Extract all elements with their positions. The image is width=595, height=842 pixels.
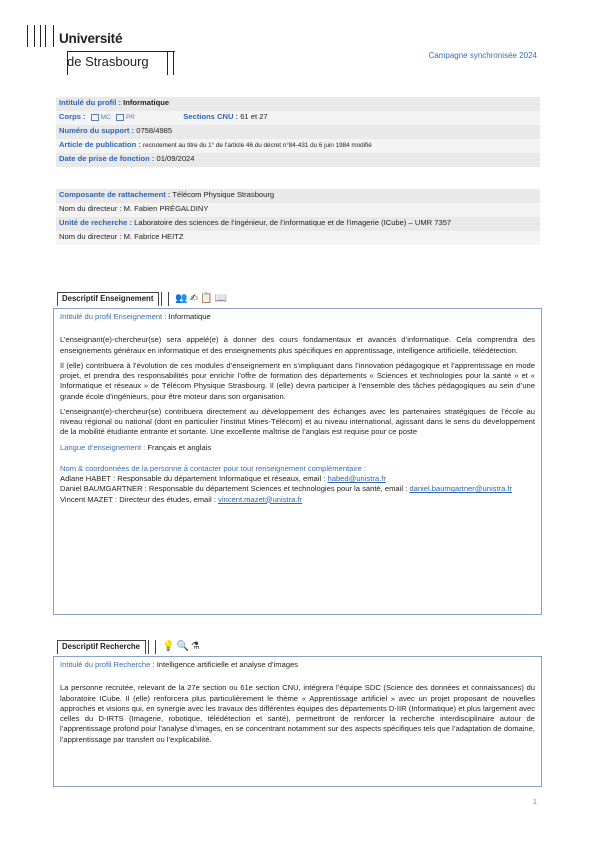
- cnu-label: Sections CNU :: [183, 112, 239, 121]
- corps-row: [56, 111, 540, 125]
- research-content: [53, 656, 542, 787]
- teaching-section-title: Descriptif Enseignement: [57, 292, 159, 306]
- contact-2-email-link[interactable]: daniel.baumgartner@unistra.fr: [409, 484, 513, 494]
- composante-label: Composante de rattachement :: [59, 190, 171, 199]
- logo-bar: [27, 25, 28, 47]
- date-label: Date de prise de fonction :: [59, 154, 155, 163]
- research-section-title: Descriptif Recherche: [57, 640, 146, 654]
- contact-3-email-link[interactable]: vincent.mazet@unistra.fr: [218, 494, 303, 504]
- teaching-icons: 👥✍📋📖: [175, 293, 230, 305]
- unit-row: [56, 217, 540, 231]
- director1-label: Nom du directeur :: [59, 204, 122, 213]
- checkbox-mc-icon[interactable]: [91, 114, 99, 121]
- unit-label: Unité de recherche :: [59, 218, 133, 227]
- logo-bar: [53, 25, 54, 47]
- checkbox-pr-icon[interactable]: [116, 114, 124, 121]
- language-value: Français et anglais: [147, 442, 212, 452]
- profile-title-value: Informatique: [123, 98, 170, 107]
- teaching-paragraph-1: L’enseignant(e)-chercheur(se) sera appelé(e) à donner des cours fondamentaux et avancés d’informatique. Cela comprendra des enseignements généraux en informatique et des enseignements plus spécifiques en apprentissage, intelligence artificielle, télédétection.: [60, 335, 535, 355]
- research-profile-value: Intelligence artificielle et analyse d’images: [156, 660, 299, 669]
- date-row: [56, 153, 540, 167]
- teaching-content: [53, 308, 542, 615]
- logo-bar: [34, 25, 35, 47]
- logo-city-text: de Strasbourg: [67, 54, 149, 69]
- contact-1: [60, 474, 535, 484]
- director1-value: M. Fabien PRÉGALDINY: [123, 204, 209, 213]
- contact-1-email-link[interactable]: habed@unistra.fr: [327, 474, 386, 483]
- director1-row: [56, 203, 540, 217]
- research-icons: 💡🔍⚗: [162, 641, 202, 653]
- logo-university-text: Université: [59, 31, 123, 46]
- contact-3-text: Vincent MAZET : Directeur des études, email :: [60, 494, 216, 504]
- unit-value: Laboratoire des sciences de l’ingénieur, de l’informatique et de l’imagerie (ICube) – UMR 7357: [134, 218, 452, 227]
- tab-edge: [161, 292, 169, 306]
- composante-row: [56, 189, 540, 203]
- composante-value: Télécom Physique Strasbourg: [172, 190, 275, 199]
- profile-title-row: [56, 97, 540, 111]
- teaching-paragraph-2: Il (elle) contribuera à l’évolution de ces modules d’enseignement en s’impliquant dans l’innovation pédagogique et l’apprentissage en mode projet, et prendra des responsabilités pour enrichir l’offre de formation des départements « Sciences et technologies pour la santé » et « Informatique et réseaux » de Télécom Physique Strasbourg. Il (elle) devra participer à l’ensemble des tâches pédagogiques au sein d’une grande école d’ingénieurs, pour être moteur dans son organisation.: [60, 360, 535, 401]
- logo-divider: [67, 51, 175, 52]
- teaching-profile-value: Informatique: [168, 312, 211, 321]
- university-logo: [27, 25, 187, 80]
- support-value: 0758/4985: [136, 126, 173, 135]
- contact-heading: Nom & coordonnées de la personne à contacter pour tout renseignement complémentaire :: [60, 463, 367, 473]
- language-label: Langue d’enseignement :: [60, 442, 146, 452]
- contact-3: [60, 495, 535, 505]
- corps-label: Corps :: [59, 112, 86, 121]
- profile-title-label: Intitulé du profil :: [59, 98, 122, 107]
- director2-row: [56, 231, 540, 245]
- logo-bar: [173, 51, 174, 75]
- article-label: Article de publication :: [59, 140, 141, 149]
- tab-edge: [148, 640, 156, 654]
- logo-bar: [45, 25, 46, 47]
- teaching-section-header: [57, 292, 229, 306]
- director2-label: Nom du directeur :: [59, 232, 122, 241]
- research-paragraph-1: La personne recrutée, relevant de la 27e section ou 61e section CNU, intégrera l’équipe SDC (Science des données et connaissances) du laboratoire ICube. Il (elle) renforcera plus particulièrement le thème « Apprentissage artificiel » avec un projet proposant de nouvelles approches et visions qui, en synergie avec les travaux des différentes équipes des départements D-IIR (Informatique) et plus largement avec celles du D-IRTS (Imagerie, robotique, télédétection et santé), permettront de renforcer la recherche interdisciplinaire autour de l’apprentissage profond pour l’analyse d’images, en se concentrant notamment sur des aspects spécifiques tels que l’adaptation de domaine, l’apprentissage par transfert ou l’explicabilité.: [60, 683, 535, 744]
- teaching-paragraph-3: L’enseignant(e)-chercheur(se) contribuera directement au développement des échanges avec les partenaires stratégiques de l’école au niveau régional ou national (dont en particulier l’institut Mines-Télécom) et au niveau international, agissant dans le sens du développement de la mobilité étudiante entrante et sortante. Une excellente maîtrise de l’anglais est requise pour ce poste: [60, 406, 535, 437]
- date-value: 01/09/2024: [156, 154, 195, 163]
- support-row: [56, 125, 540, 139]
- teaching-profile-label: Intitulé du profil Enseignement :: [60, 312, 167, 321]
- logo-bar: [167, 51, 168, 75]
- affiliation-block: [56, 189, 540, 245]
- page-number: 1: [532, 797, 537, 806]
- article-value: recrutement au titre du 1° de l’article 46 du décret n°84-431 du 6 juin 1984 modifié: [142, 142, 372, 149]
- logo-bar: [40, 25, 41, 47]
- cnu-value: 61 et 27: [240, 112, 268, 121]
- article-row: [56, 139, 540, 153]
- director2-value: M. Fabrice HEITZ: [123, 232, 184, 241]
- contact-2: [60, 484, 535, 494]
- contact-1-text: Adlane HABET : Responsable du département Informatique et réseaux, email :: [60, 474, 326, 483]
- corps-mc-label: MC: [100, 114, 111, 121]
- support-label: Numéro du support :: [59, 126, 135, 135]
- corps-pr-label: PR: [125, 114, 135, 121]
- campaign-label: Campagne synchronisée 2024: [428, 51, 537, 60]
- profile-info-block: [56, 97, 540, 167]
- research-section-header: [57, 640, 202, 654]
- contact-2-text: Daniel BAUMGARTNER : Responsable du département Sciences et technologies pour la santé, email :: [60, 484, 408, 494]
- research-profile-label: Intitulé du profil Recherche :: [60, 660, 155, 669]
